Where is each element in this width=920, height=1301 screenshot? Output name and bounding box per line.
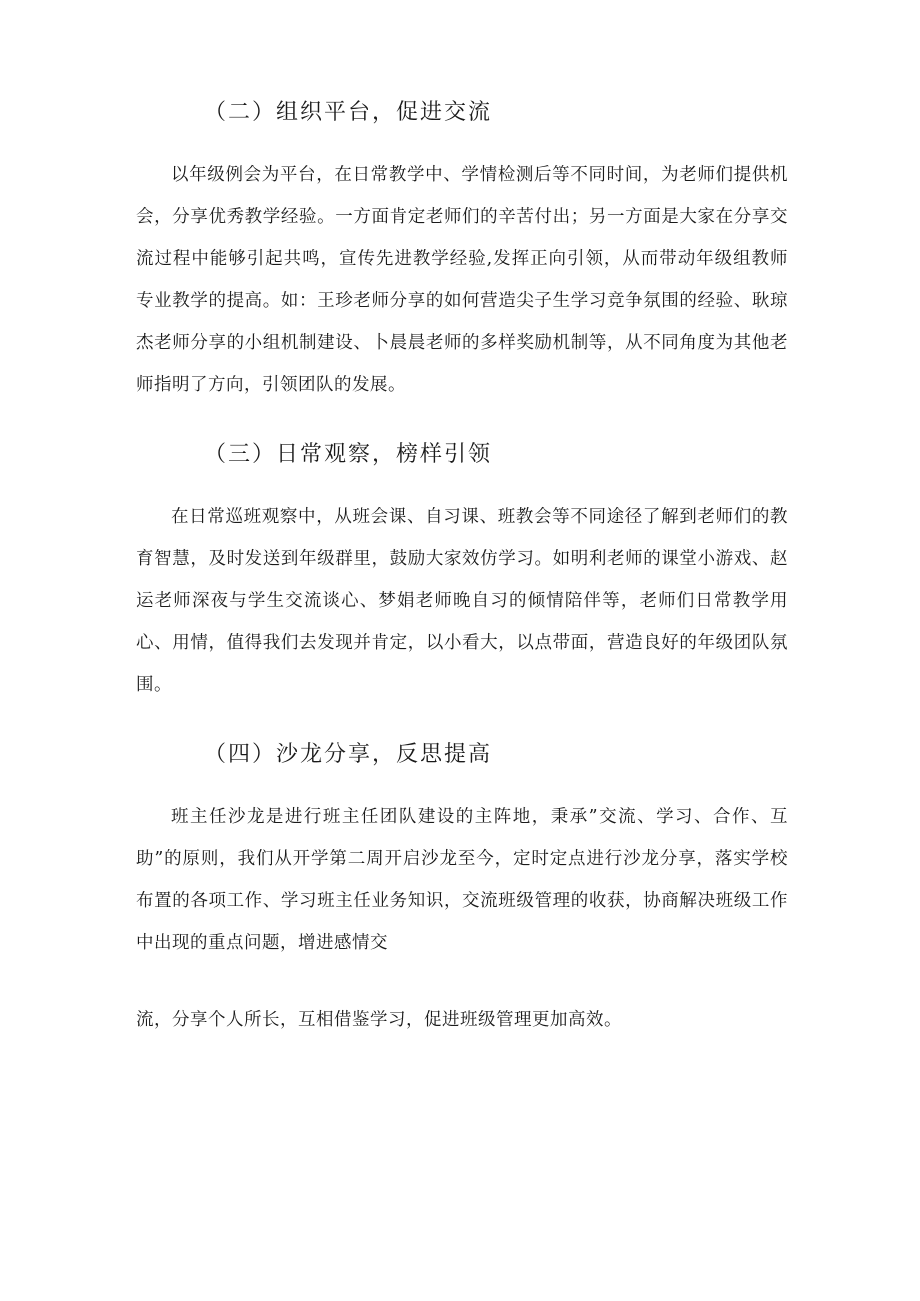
section-heading-4: （四）沙龙分享，反思提高 — [204, 742, 493, 767]
section-paragraph-2: 以年级例会为平台，在日常教学中、学情检测后等不同时间，为老师们提供机会，分享优秀教学经验。一方面肯定老师们的辛苦付出；另一方面是大家在分享交流过程中能够引起共鸣，宣传先进教学经验,发挥正向引领，从而带动年级组教师专业教学的提高。如：王珍老师分享的如何营造尖子生学习竞争氛围的经验、耿琼杰老师分享的小组机制建设、卜晨晨老师的多样奖励机制等，从不同角度为其他老师指明了方向，引领团队的发展。 — [136, 165, 788, 395]
section-paragraph-4-continued: 流，分享个人所长，互相借鉴学习，促进班级管理更加高效。 — [136, 1010, 622, 1030]
section-heading-2: （二）组织平台，促进交流 — [204, 100, 493, 125]
section-heading-3: （三）日常观察，榜样引领 — [204, 442, 493, 467]
section-paragraph-4: 班主任沙龙是进行班主任团队建设的主阵地，秉承”交流、学习、合作、互助”的原则，我们从开学第二周开启沙龙至今，定时定点进行沙龙分享，落实学校布置的各项工作、学习班主任业务知识，交流班级管理的收获，协商解决班级工作中出现的重点问题，增进感情交 — [136, 807, 788, 953]
section-paragraph-3: 在日常巡班观察中，从班会课、自习课、班教会等不同途径了解到老师们的教育智慧，及时发送到年级群里，鼓励大家效仿学习。如明利老师的课堂小游戏、赵运老师深夜与学生交流谈心、梦娟老师晚自习的倾情陪伴等，老师们日常教学用心、用情，值得我们去发现并肯定，以小看大，以点带面，营造良好的年级团队氛围。 — [136, 507, 788, 695]
